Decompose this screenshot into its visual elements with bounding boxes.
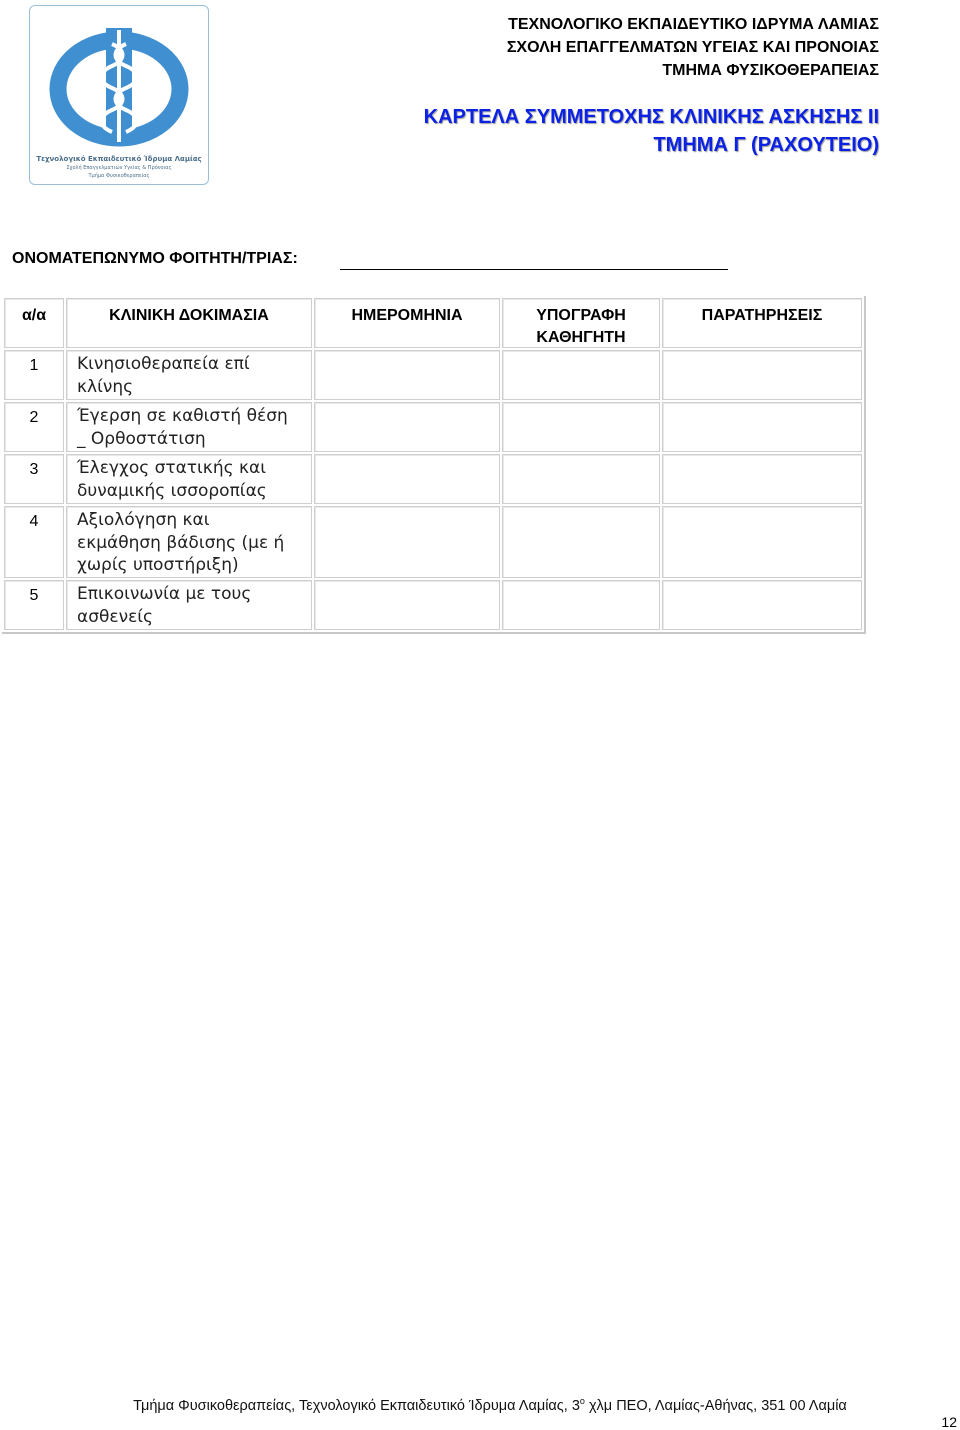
signature-cell[interactable] [502, 402, 660, 452]
footer-superscript: ο [579, 1396, 585, 1406]
test-text-line: ασθενείς [77, 606, 153, 627]
table-row-number [4, 350, 64, 400]
phi-emblem-icon [30, 6, 208, 156]
document-subtitle: ΤΜΗΜΑ Γ (ΡΑΧΟΥΤΕΙΟ) [653, 134, 879, 156]
institution-logo [29, 5, 209, 185]
table-row-test [66, 350, 312, 400]
test-text-line: Επικοινωνία με τους [77, 584, 252, 604]
test-text-line: _ Ορθοστάτιση [77, 428, 206, 449]
row-number: 4 [29, 513, 39, 530]
header-notes [662, 298, 862, 348]
header-signature [502, 298, 660, 348]
page-number: 12 [941, 1414, 957, 1430]
table-row-number [4, 454, 64, 504]
row-number: 1 [29, 357, 39, 374]
header-signature-line2: ΚΑΘΗΓΗΤΗ [536, 329, 626, 346]
test-text-line: Κινησιοθεραπεία επί [77, 354, 250, 374]
signature-cell[interactable] [502, 580, 660, 630]
department-name: ΤΜΗΜΑ ΦΥΣΙΚΟΘΕΡΑΠΕΙΑΣ [662, 62, 879, 79]
notes-cell[interactable] [662, 506, 862, 578]
table-row-test [66, 402, 312, 452]
test-text-line: Αξιολόγηση και [77, 510, 210, 530]
notes-cell[interactable] [662, 402, 862, 452]
table-row-test [66, 454, 312, 504]
table-row-test [66, 506, 312, 578]
signature-cell[interactable] [502, 454, 660, 504]
table-row-test [66, 580, 312, 630]
row-number: 2 [29, 409, 39, 426]
page-footer [0, 1396, 960, 1414]
document-title: ΚΑΡΤΕΛΑ ΣΥΜΜΕΤΟΧΗΣ ΚΛΙΝΙΚΗΣ ΑΣΚΗΣΗΣ ΙΙ [423, 106, 879, 128]
table-row-number [4, 506, 64, 578]
clinical-tests-table [2, 296, 866, 634]
test-text-line: Έγερση σε καθιστή θέση [77, 406, 288, 426]
header-test-label: ΚΛΙΝΙΚΗ ΔΟΚΙΜΑΣΙΑ [109, 307, 269, 324]
test-text-line: χωρίς υποστήριξη) [77, 555, 239, 575]
signature-cell[interactable] [502, 350, 660, 400]
student-name-field[interactable] [340, 269, 728, 270]
signature-cell[interactable] [502, 506, 660, 578]
institution-name: ΤΕΧΝΟΛΟΓΙΚΟ ΕΚΠΑΙΔΕΥΤΙΚΟ ΙΔΡΥΜΑ ΛΑΜΙΑΣ [508, 16, 879, 33]
date-cell[interactable] [314, 350, 500, 400]
row-number: 3 [29, 461, 39, 478]
table-row-number [4, 402, 64, 452]
notes-cell[interactable] [662, 454, 862, 504]
school-name: ΣΧΟΛΗ ΕΠΑΓΓΕΛΜΑΤΩΝ ΥΓΕΙΑΣ ΚΑΙ ΠΡΟΝΟΙΑΣ [506, 39, 879, 56]
notes-cell[interactable] [662, 580, 862, 630]
header-aa [4, 298, 64, 348]
test-text-line: εκμάθηση βάδισης (με ή [77, 532, 285, 553]
logo-caption-line1: Τεχνολογικό Εκπαιδευτικό Ίδρυμα Λαμίας [36, 155, 202, 163]
test-text-line: δυναμικής ισσοροπίας [77, 480, 267, 501]
test-text-line: κλίνης [77, 376, 134, 397]
table-row-number [4, 580, 64, 630]
header-aa-label: α/α [21, 307, 47, 324]
test-text-line: Έλεγχος στατικής και [77, 458, 266, 478]
date-cell[interactable] [314, 454, 500, 504]
header-signature-line1: ΥΠΟΓΡΑΦΗ [536, 307, 626, 324]
footer-address-part2: χλμ ΠΕΟ, Λαμίας-Αθήνας, 351 00 Λαμία [584, 1397, 847, 1414]
header-date [314, 298, 500, 348]
header-date-label: ΗΜΕΡΟΜΗΝΙΑ [351, 307, 463, 324]
notes-cell[interactable] [662, 350, 862, 400]
date-cell[interactable] [314, 506, 500, 578]
row-number: 5 [29, 587, 39, 604]
header-notes-label: ΠΑΡΑΤΗΡΗΣΕΙΣ [701, 307, 823, 324]
footer-address-part1: Τμήμα Φυσικοθεραπείας, Τεχνολογικό Εκπαιδευτικό Ίδρυμα Λαμίας, 3 [133, 1397, 580, 1414]
student-name-label: ΟΝΟΜΑΤΕΠΩΝΥΜΟ ΦΟΙΤΗΤΗ/ΤΡΙΑΣ: [12, 250, 298, 267]
date-cell[interactable] [314, 402, 500, 452]
logo-caption-line3: Τμήμα Φυσικοθεραπείας [88, 173, 150, 179]
header-test [66, 298, 312, 348]
date-cell[interactable] [314, 580, 500, 630]
logo-caption-line2: Σχολή Επαγγελματιών Υγείας & Πρόνοιας [66, 165, 172, 171]
